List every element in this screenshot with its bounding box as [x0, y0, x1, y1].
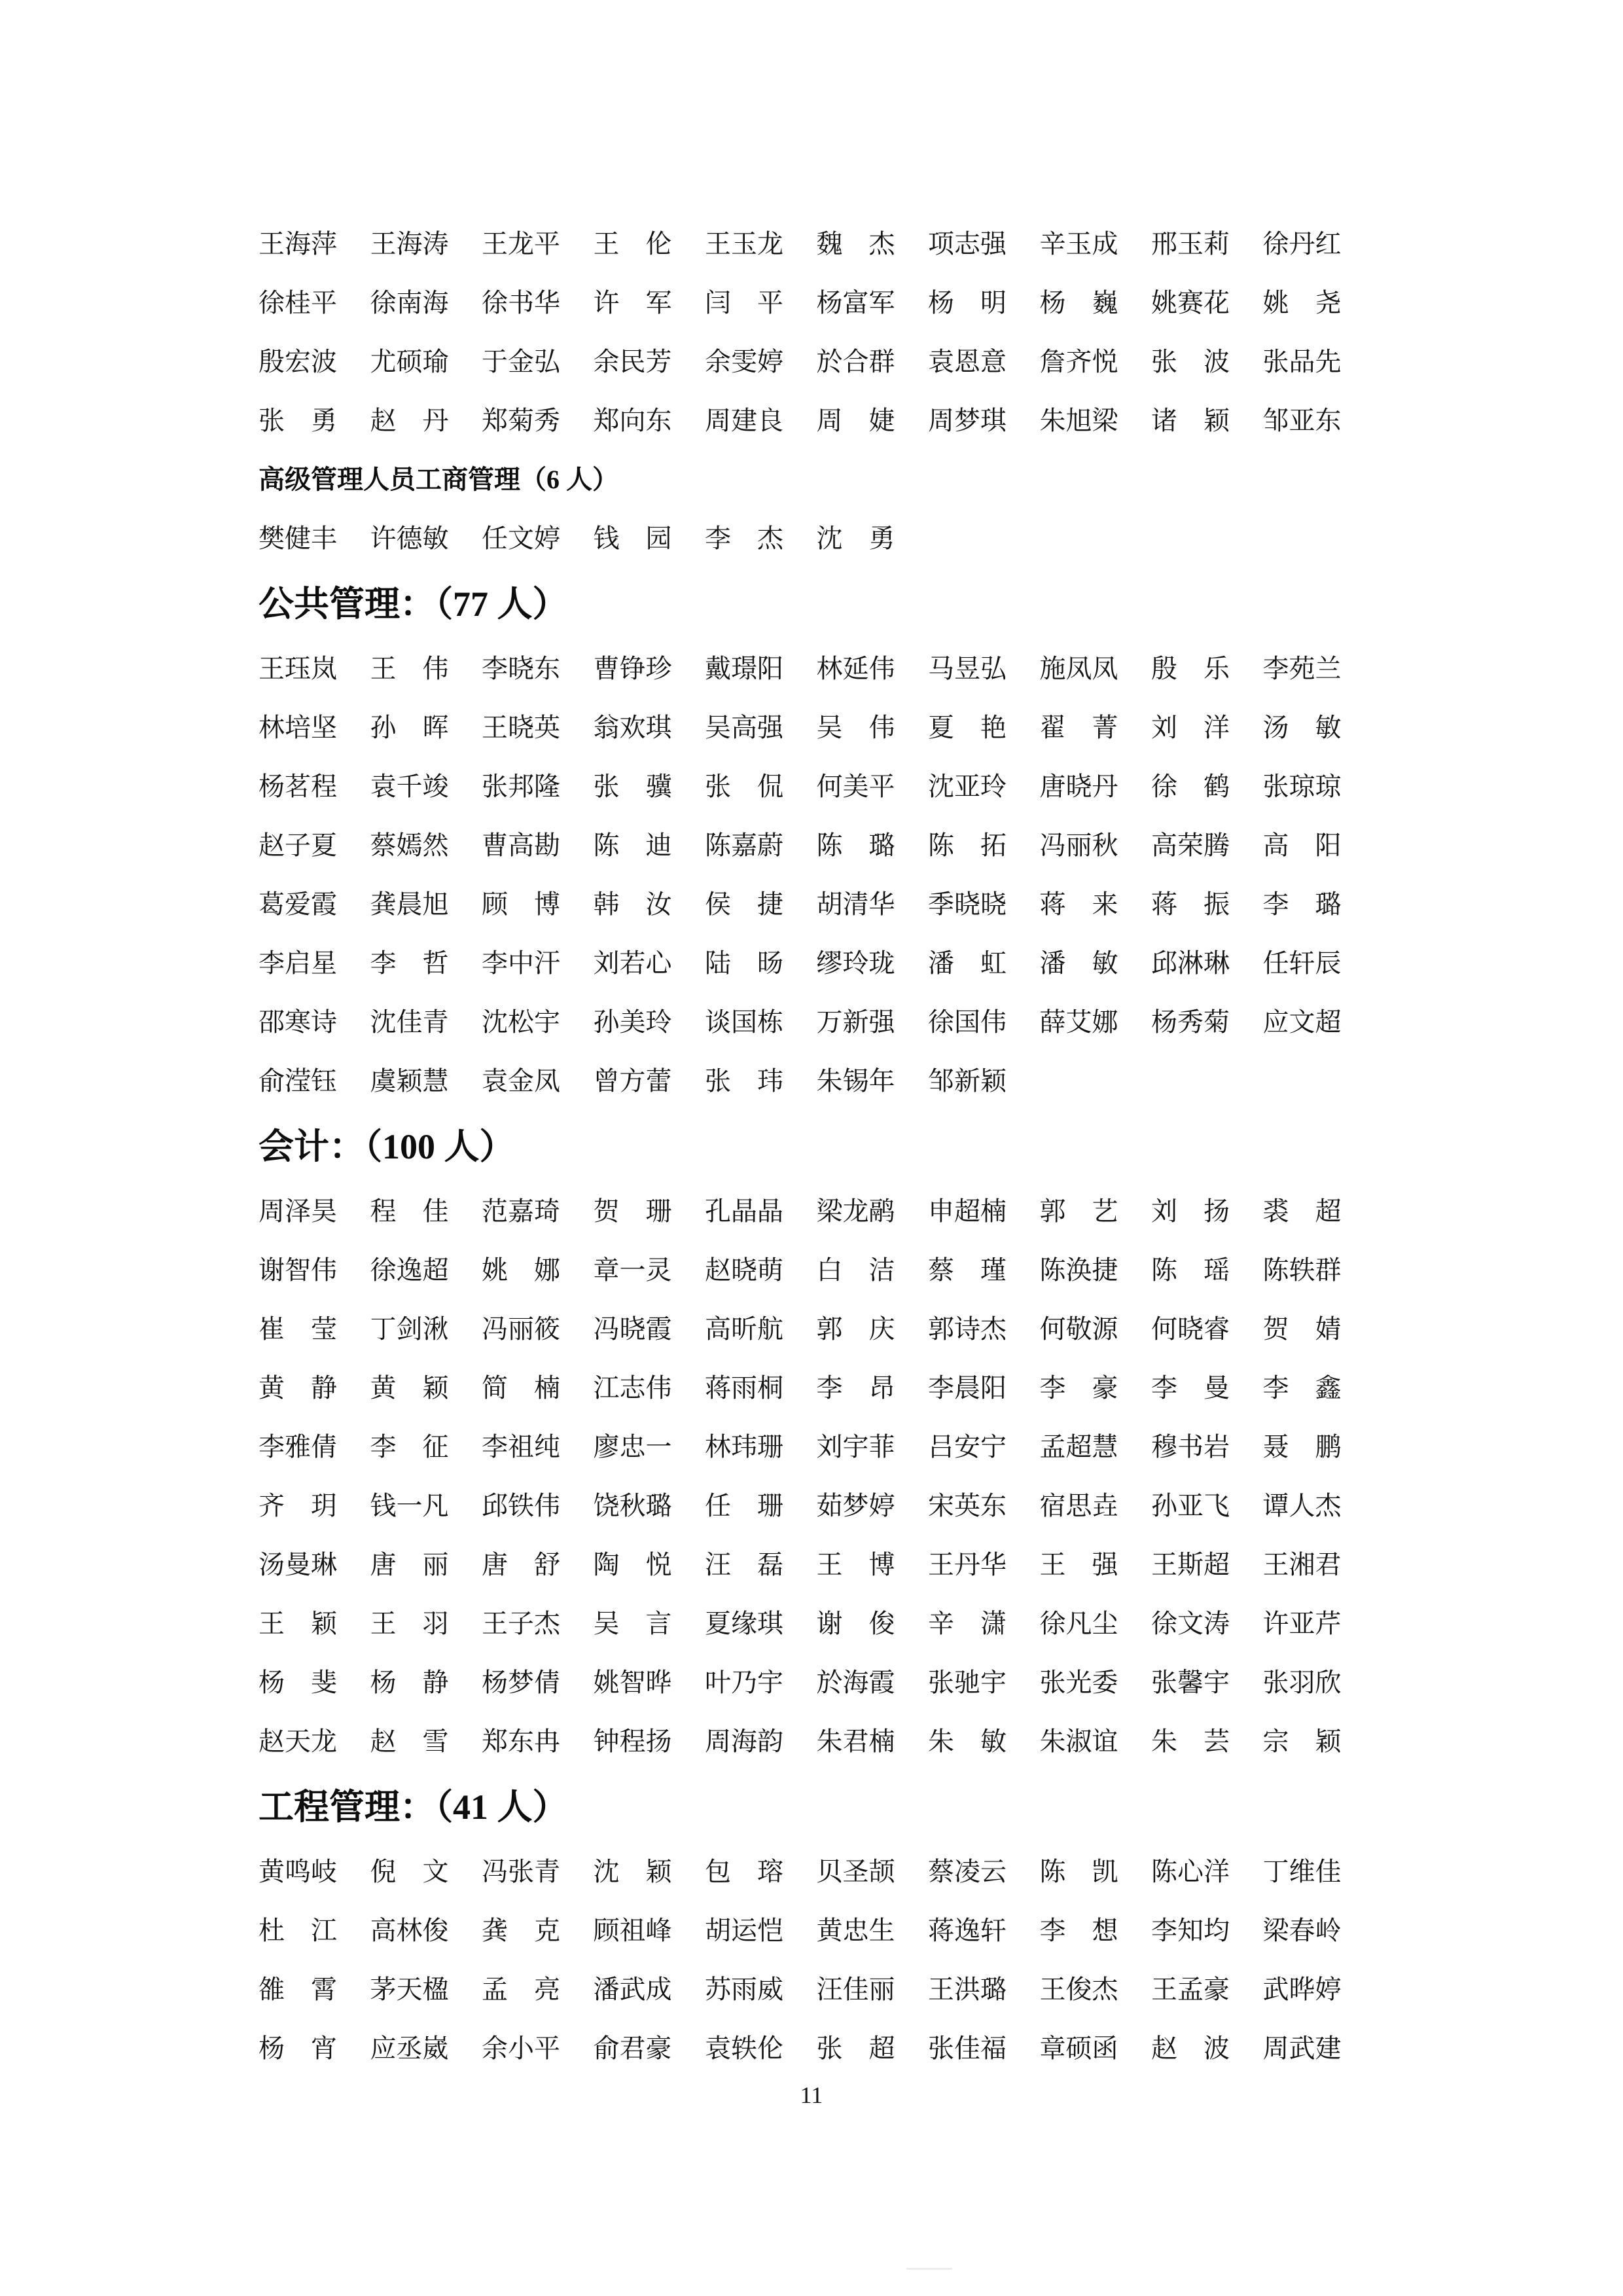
person-name: 潘 敏 [1039, 948, 1118, 978]
person-name: 邹亚东 [1262, 406, 1342, 435]
person-name: 唐 丽 [370, 1550, 449, 1579]
person-name: 邢玉莉 [1151, 229, 1230, 259]
person-name: 王斯超 [1151, 1550, 1230, 1579]
name-row [259, 524, 1374, 583]
person-name: 王 强 [1039, 1550, 1118, 1579]
person-name: 吴高强 [705, 713, 783, 742]
person-name: 杨 宵 [259, 2034, 337, 2063]
person-name: 侯 捷 [705, 889, 783, 919]
person-name: 吴 伟 [816, 713, 895, 742]
person-name: 陆 旸 [705, 948, 783, 978]
content [259, 229, 1374, 2092]
name-row [259, 1255, 1374, 1314]
person-name: 冯丽秋 [1039, 831, 1118, 860]
person-name: 于金弘 [482, 347, 560, 376]
person-name: 陈 迪 [593, 831, 672, 860]
person-name: 倪 文 [370, 1857, 449, 1886]
person-name: 王丹华 [928, 1550, 1007, 1579]
person-name: 徐书华 [482, 288, 560, 317]
person-name: 谈国栋 [705, 1007, 783, 1037]
person-name: 葛爱霞 [259, 889, 337, 919]
person-name: 林玮珊 [705, 1432, 783, 1462]
person-name: 姚 尧 [1262, 288, 1342, 317]
person-name: 周 婕 [816, 406, 895, 435]
person-name: 沈 勇 [816, 524, 895, 553]
person-name: 赵晓萌 [705, 1255, 783, 1285]
person-name: 叶乃宇 [705, 1668, 783, 1697]
name-row [259, 1668, 1374, 1727]
person-name: 梁春岭 [1262, 1916, 1342, 1945]
person-name: 张驰宇 [928, 1668, 1007, 1697]
person-name: 黄鸣岐 [259, 1857, 337, 1886]
person-name: 刘若心 [593, 948, 672, 978]
name-row [259, 889, 1374, 948]
person-name: 於合群 [816, 347, 895, 376]
person-name: 王 羽 [370, 1609, 449, 1638]
person-name: 俞君豪 [593, 2034, 672, 2063]
person-name: 陈嘉蔚 [705, 831, 783, 860]
person-name: 茹梦婷 [816, 1491, 895, 1520]
name-row [259, 229, 1374, 288]
person-name: 陈轶群 [1262, 1255, 1342, 1285]
person-name: 丁维佳 [1262, 1857, 1342, 1886]
person-name: 聂 鹏 [1262, 1432, 1342, 1462]
person-name: 何敬源 [1039, 1314, 1118, 1344]
person-name: 黄 颖 [370, 1373, 449, 1403]
name-row [259, 406, 1374, 465]
person-name: 唐晓丹 [1039, 772, 1118, 801]
section-header: 公共管理：（77 人） [259, 584, 568, 624]
person-name: 蔡 瑾 [928, 1255, 1007, 1285]
person-name: 袁轶伦 [705, 2034, 783, 2063]
person-name: 任文婷 [482, 524, 560, 553]
person-name: 徐逸超 [370, 1255, 449, 1285]
person-name: 杜 江 [259, 1916, 337, 1945]
person-name: 李 鑫 [1262, 1373, 1342, 1403]
person-name: 谢 俊 [816, 1609, 895, 1638]
person-name: 苏雨威 [705, 1975, 783, 2004]
person-name: 徐 鹤 [1151, 772, 1230, 801]
person-name: 王海萍 [259, 229, 337, 259]
person-name: 沈佳青 [370, 1007, 449, 1037]
person-name: 刘 扬 [1151, 1196, 1230, 1226]
person-name: 孙亚飞 [1151, 1491, 1230, 1520]
person-name: 陈涣捷 [1039, 1255, 1118, 1285]
person-name: 翁欢琪 [593, 713, 672, 742]
person-name: 汪佳丽 [816, 1975, 895, 2004]
person-name: 张羽欣 [1262, 1668, 1342, 1697]
person-name: 李雅倩 [259, 1432, 337, 1462]
person-name: 张 勇 [259, 406, 337, 435]
person-name: 蔡嫣然 [370, 831, 449, 860]
person-name: 刘宇菲 [816, 1432, 895, 1462]
person-name: 殷 乐 [1151, 654, 1230, 683]
person-name: 程 佳 [370, 1196, 449, 1226]
person-name: 杨富军 [816, 288, 895, 317]
person-name: 高昕航 [705, 1314, 783, 1344]
person-name: 吴 言 [593, 1609, 672, 1638]
person-name: 李 昂 [816, 1373, 895, 1403]
person-name: 姚 娜 [482, 1255, 560, 1285]
person-name: 沈亚玲 [928, 772, 1007, 801]
person-name: 殷宏波 [259, 347, 337, 376]
name-row [259, 1857, 1374, 1916]
section-header: 高级管理人员工商管理（6 人） [259, 465, 618, 494]
person-name: 王 伦 [593, 229, 672, 259]
person-name: 齐 玥 [259, 1491, 337, 1520]
person-name: 周梦琪 [928, 406, 1007, 435]
person-name: 蒋 来 [1039, 889, 1118, 919]
person-name: 王孟豪 [1151, 1975, 1230, 2004]
person-name: 樊健丰 [259, 524, 337, 553]
person-name: 姚赛花 [1151, 288, 1230, 317]
person-name: 张光委 [1039, 1668, 1118, 1697]
person-name: 蒋雨桐 [705, 1373, 783, 1403]
person-name: 章一灵 [593, 1255, 672, 1285]
person-name: 郭 艺 [1039, 1196, 1118, 1226]
person-name: 李晓东 [482, 654, 560, 683]
person-name: 陶 悦 [593, 1550, 672, 1579]
person-name: 袁千竣 [370, 772, 449, 801]
person-name: 潘武成 [593, 1975, 672, 2004]
person-name: 孔晶晶 [705, 1196, 783, 1226]
person-name: 蔡凌云 [928, 1857, 1007, 1886]
person-name: 朱君楠 [816, 1727, 895, 1756]
person-name: 徐国伟 [928, 1007, 1007, 1037]
person-name: 季晓晓 [928, 889, 1007, 919]
person-name: 邵寒诗 [259, 1007, 337, 1037]
person-name: 朱 芸 [1151, 1727, 1230, 1756]
person-name: 龚 克 [482, 1916, 560, 1945]
person-name: 廖忠一 [593, 1432, 672, 1462]
person-name: 张 玮 [705, 1066, 783, 1096]
person-name: 胡清华 [816, 889, 895, 919]
person-name: 王珏岚 [259, 654, 337, 683]
name-row [259, 1314, 1374, 1373]
person-name: 高 阳 [1262, 831, 1342, 860]
person-name: 李 想 [1039, 1916, 1118, 1945]
name-row [259, 654, 1374, 713]
person-name: 龚晨旭 [370, 889, 449, 919]
person-name: 徐丹红 [1262, 229, 1342, 259]
person-name: 王海涛 [370, 229, 449, 259]
person-name: 马昱弘 [928, 654, 1007, 683]
person-name: 曹铮珍 [593, 654, 672, 683]
person-name: 朱 敏 [928, 1727, 1007, 1756]
name-row [259, 1007, 1374, 1066]
person-name: 袁金凤 [482, 1066, 560, 1096]
name-row [259, 1550, 1374, 1609]
person-name: 杨茗程 [259, 772, 337, 801]
person-name: 任轩辰 [1262, 948, 1342, 978]
scan-artifact [906, 2268, 952, 2270]
person-name: 项志强 [928, 229, 1007, 259]
person-name: 应文超 [1262, 1007, 1342, 1037]
name-row [259, 1975, 1374, 2034]
person-name: 钟程扬 [593, 1727, 672, 1756]
person-name: 翟 菁 [1039, 713, 1118, 742]
person-name: 冯丽筱 [482, 1314, 560, 1344]
person-name: 贺 珊 [593, 1196, 672, 1226]
person-name: 蒋 振 [1151, 889, 1230, 919]
person-name: 姚智晔 [593, 1668, 672, 1697]
person-name: 宿思垚 [1039, 1491, 1118, 1520]
person-name: 王晓英 [482, 713, 560, 742]
person-name: 宋英东 [928, 1491, 1007, 1520]
person-name: 李中汗 [482, 948, 560, 978]
person-name: 宗 颖 [1262, 1727, 1342, 1756]
person-name: 虞颖慧 [370, 1066, 449, 1096]
person-name: 韩 汝 [593, 889, 672, 919]
person-name: 张 波 [1151, 347, 1230, 376]
person-name: 杨 明 [928, 288, 1007, 317]
person-name: 李 征 [370, 1432, 449, 1462]
person-name: 王龙平 [482, 229, 560, 259]
person-name: 蒋逸轩 [928, 1916, 1007, 1945]
person-name: 陈心洋 [1151, 1857, 1230, 1886]
name-row [259, 831, 1374, 889]
person-name: 万新强 [816, 1007, 895, 1037]
name-row [259, 347, 1374, 406]
person-name: 江志伟 [593, 1373, 672, 1403]
person-name: 王子杰 [482, 1609, 560, 1638]
person-name: 李 璐 [1262, 889, 1342, 919]
person-name: 张邦隆 [482, 772, 560, 801]
person-name: 贺 婧 [1262, 1314, 1342, 1344]
person-name: 陈 璐 [816, 831, 895, 860]
person-name: 朱锡年 [816, 1066, 895, 1096]
person-name: 唐 舒 [482, 1550, 560, 1579]
name-row [259, 1727, 1374, 1785]
person-name: 申超楠 [928, 1196, 1007, 1226]
person-name: 武晔婷 [1262, 1975, 1342, 2004]
person-name: 谢智伟 [259, 1255, 337, 1285]
person-name: 张琼琼 [1262, 772, 1342, 801]
person-name: 郭 庆 [816, 1314, 895, 1344]
person-name: 张 侃 [705, 772, 783, 801]
name-row [259, 948, 1374, 1007]
person-name: 徐文涛 [1151, 1609, 1230, 1638]
person-name: 许德敏 [370, 524, 449, 553]
person-name: 朱旭梁 [1039, 406, 1118, 435]
person-name: 徐桂平 [259, 288, 337, 317]
person-name: 高林俊 [370, 1916, 449, 1945]
person-name: 许亚芹 [1262, 1609, 1342, 1638]
person-name: 缪玲珑 [816, 948, 895, 978]
person-name: 章硕函 [1039, 2034, 1118, 2063]
person-name: 郑向东 [593, 406, 672, 435]
person-name: 余雯婷 [705, 347, 783, 376]
person-name: 林延伟 [816, 654, 895, 683]
person-name: 余小平 [482, 2034, 560, 2063]
person-name: 任 珊 [705, 1491, 783, 1520]
person-name: 诸 颖 [1151, 406, 1230, 435]
person-name: 谭人杰 [1262, 1491, 1342, 1520]
person-name: 钱一凡 [370, 1491, 449, 1520]
section-header: 工程管理：（41 人） [259, 1787, 568, 1827]
name-row [259, 772, 1374, 831]
person-name: 潘 虹 [928, 948, 1007, 978]
person-name: 钱 园 [593, 524, 672, 553]
person-name: 李 豪 [1039, 1373, 1118, 1403]
person-name: 胡运恺 [705, 1916, 783, 1945]
person-name: 冯张青 [482, 1857, 560, 1886]
person-name: 王玉龙 [705, 229, 783, 259]
person-name: 李晨阳 [928, 1373, 1007, 1403]
person-name: 贝圣颉 [816, 1857, 895, 1886]
person-name: 吕安宁 [928, 1432, 1007, 1462]
person-name: 郭诗杰 [928, 1314, 1007, 1344]
person-name: 赵 波 [1151, 2034, 1230, 2063]
person-name: 夏缘琪 [705, 1609, 783, 1638]
person-name: 沈松宇 [482, 1007, 560, 1037]
person-name: 孟 亮 [482, 1975, 560, 2004]
person-name: 黄 静 [259, 1373, 337, 1403]
person-name: 饶秋璐 [593, 1491, 672, 1520]
person-name: 戴璟阳 [705, 654, 783, 683]
person-name: 张品先 [1262, 347, 1342, 376]
person-name: 孙 晖 [370, 713, 449, 742]
person-name: 李知均 [1151, 1916, 1230, 1945]
person-name: 郑菊秀 [482, 406, 560, 435]
person-name: 郑东冉 [482, 1727, 560, 1756]
person-name: 汪 磊 [705, 1550, 783, 1579]
person-name: 沈 颖 [593, 1857, 672, 1886]
person-name: 王湘君 [1262, 1550, 1342, 1579]
person-name: 邱淋琳 [1151, 948, 1230, 978]
person-name: 赵 丹 [370, 406, 449, 435]
name-row [259, 1373, 1374, 1432]
person-name: 陈 瑶 [1151, 1255, 1230, 1285]
person-name: 辛 潇 [928, 1609, 1007, 1638]
person-name: 袁恩意 [928, 347, 1007, 376]
person-name: 高荣腾 [1151, 831, 1230, 860]
person-name: 穆书岩 [1151, 1432, 1230, 1462]
name-row [259, 1491, 1374, 1550]
person-name: 雒 霄 [259, 1975, 337, 2004]
person-name: 包 瑢 [705, 1857, 783, 1886]
person-name: 李 曼 [1151, 1373, 1230, 1403]
person-name: 魏 杰 [816, 229, 895, 259]
person-name: 詹齐悦 [1039, 347, 1118, 376]
person-name: 简 楠 [482, 1373, 560, 1403]
person-name: 朱淑谊 [1039, 1727, 1118, 1756]
person-name: 孟超慧 [1039, 1432, 1118, 1462]
person-name: 尤硕瑜 [370, 347, 449, 376]
person-name: 丁剑湫 [370, 1314, 449, 1344]
person-name: 黄忠生 [816, 1916, 895, 1945]
person-name: 陈 凯 [1039, 1857, 1118, 1886]
person-name: 周武建 [1262, 2034, 1342, 2063]
person-name: 王 博 [816, 1550, 895, 1579]
person-name: 李 哲 [370, 948, 449, 978]
person-name: 於海霞 [816, 1668, 895, 1697]
person-name: 王洪璐 [928, 1975, 1007, 2004]
person-name: 汤曼琳 [259, 1550, 337, 1579]
person-name: 张佳福 [928, 2034, 1007, 2063]
person-name: 张 超 [816, 2034, 895, 2063]
person-name: 俞滢钰 [259, 1066, 337, 1096]
person-name: 杨秀菊 [1151, 1007, 1230, 1037]
person-name: 杨 巍 [1039, 288, 1118, 317]
person-name: 薛艾娜 [1039, 1007, 1118, 1037]
person-name: 李 杰 [705, 524, 783, 553]
name-row [259, 288, 1374, 347]
person-name: 王 颖 [259, 1609, 337, 1638]
name-row [259, 1916, 1374, 1975]
person-name: 夏 艳 [928, 713, 1007, 742]
page-number: 11 [800, 2082, 823, 2108]
person-name: 李苑兰 [1262, 654, 1342, 683]
person-name: 杨梦倩 [482, 1668, 560, 1697]
person-name: 杨 静 [370, 1668, 449, 1697]
name-row [259, 1609, 1374, 1668]
person-name: 顾 博 [482, 889, 560, 919]
person-name: 茅天楹 [370, 1975, 449, 2004]
person-name: 应丞崴 [370, 2034, 449, 2063]
person-name: 徐凡尘 [1039, 1609, 1118, 1638]
name-row [259, 1066, 1374, 1125]
person-name: 余民芳 [593, 347, 672, 376]
person-name: 杨 斐 [259, 1668, 337, 1697]
person-name: 赵 雪 [370, 1727, 449, 1756]
person-name: 徐南海 [370, 288, 449, 317]
person-name: 曹高勘 [482, 831, 560, 860]
person-name: 何晓睿 [1151, 1314, 1230, 1344]
person-name: 孙美玲 [593, 1007, 672, 1037]
person-name: 白 洁 [816, 1255, 895, 1285]
person-name: 曾方蕾 [593, 1066, 672, 1096]
person-name: 梁龙鹝 [816, 1196, 895, 1226]
person-name: 林培坚 [259, 713, 337, 742]
person-name: 顾祖峰 [593, 1916, 672, 1945]
person-name: 汤 敏 [1262, 713, 1342, 742]
person-name: 赵子夏 [259, 831, 337, 860]
person-name: 邱铁伟 [482, 1491, 560, 1520]
person-name: 周泽昊 [259, 1196, 337, 1226]
person-name: 张馨宇 [1151, 1668, 1230, 1697]
person-name: 邹新颖 [928, 1066, 1007, 1096]
person-name: 李启星 [259, 948, 337, 978]
person-name: 许 军 [593, 288, 672, 317]
section-header: 会计：（100 人） [259, 1127, 515, 1166]
person-name: 范嘉琦 [482, 1196, 560, 1226]
person-name: 李祖纯 [482, 1432, 560, 1462]
person-name: 张 骥 [593, 772, 672, 801]
person-name: 何美平 [816, 772, 895, 801]
name-row [259, 1196, 1374, 1255]
name-row [259, 1432, 1374, 1491]
person-name: 陈 拓 [928, 831, 1007, 860]
person-name: 施凤凤 [1039, 654, 1118, 683]
person-name: 冯晓霞 [593, 1314, 672, 1344]
name-row [259, 713, 1374, 772]
person-name: 崔 莹 [259, 1314, 337, 1344]
person-name: 周建良 [705, 406, 783, 435]
person-name: 刘 洋 [1151, 713, 1230, 742]
person-name: 周海韵 [705, 1727, 783, 1756]
person-name: 裘 超 [1262, 1196, 1342, 1226]
person-name: 王俊杰 [1039, 1975, 1118, 2004]
person-name: 王 伟 [370, 654, 449, 683]
person-name: 辛玉成 [1039, 229, 1118, 259]
person-name: 闫 平 [705, 288, 783, 317]
person-name: 赵天龙 [259, 1727, 337, 1756]
